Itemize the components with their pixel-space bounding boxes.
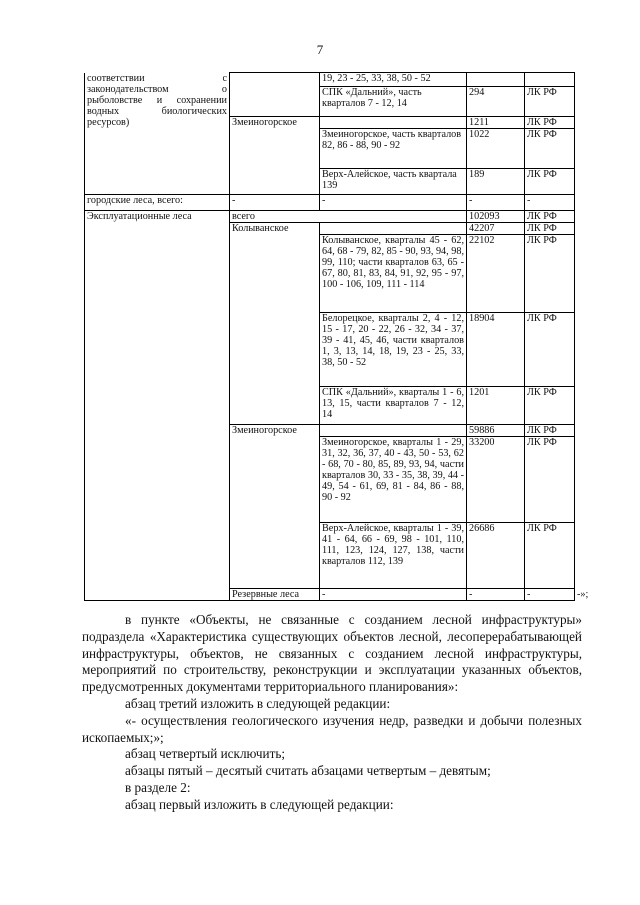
table-cell-forest: СПК «Дальний», кварталы 1 - 6, 13, 15, части кварталов 7 - 12, 14 (320, 387, 467, 425)
table-cell-owner: ЛК РФ (525, 211, 575, 223)
table-cell-forest: Змеиногорское, кварталы 1 - 29, 31, 32, 36, 37, 40 - 43, 50 - 53, 62 - 68, 70 - 80, 85, 89, 93, 94, части кварталов 30, 33 - 35, 38, 39, 44 - 49, 54 - 61, 69, 81 - 84, 86 - 88, 90 - 92 (320, 437, 467, 523)
table-cell-owner: ЛК РФ (525, 235, 575, 313)
table-cell-forest: Верх-Алейское, часть квартала 139 (320, 169, 467, 195)
table-cell-owner: ЛК РФ (525, 425, 575, 437)
table-cell-district: - (230, 195, 320, 211)
table-cell-area: 102093 (467, 211, 525, 223)
table-row (85, 195, 575, 211)
table-cell-category: городские леса, всего: (85, 195, 230, 211)
table-cell-owner: ЛК РФ (525, 223, 575, 235)
table-cell-owner: ЛК РФ (525, 169, 575, 195)
table-cell-category: Эксплуатационные леса (85, 211, 230, 601)
table-cell-area: 18904 (467, 313, 525, 387)
table-row (85, 73, 575, 87)
paragraph: абзац первый изложить в следующей редакции: (125, 796, 394, 812)
paragraph: в пункте «Объекты, не связанные с созданием лесной инфраструктуры» подраздела «Характеристика существующих объектов лесной, лесоперерабатывающей инфраструктуры, объектов, не связанных с созданием лесной инфраструктуры, мероприятий по строительству, реконструкции и эксплуатации указанных объектов, предусмотренных документами территориального планирования»: (82, 612, 582, 695)
table-cell-owner: ЛК РФ (525, 437, 575, 523)
table-cell-area: 22102 (467, 235, 525, 313)
table-cell-area: - (525, 589, 575, 601)
table-cell-district: Колыванское (230, 223, 320, 425)
document-body (82, 612, 582, 814)
table-row: Резервные леса - - - -»; (85, 589, 575, 601)
table-cell-forest (320, 223, 467, 235)
table-cell-area: 1201 (467, 387, 525, 425)
table-cell-owner: - (525, 195, 575, 211)
paragraph: абзац четвертый исключить; (125, 746, 286, 762)
table-cell-area: 59886 (467, 425, 525, 437)
table-cell-district: Змеиногорское (230, 425, 320, 589)
table-cell-forest: 19, 23 - 25, 33, 38, 50 - 52 (320, 73, 467, 87)
table-row (85, 211, 575, 223)
table-cell-area: 1022 (467, 129, 525, 169)
table-cell-district (230, 73, 320, 117)
table-cell-owner: ЛК РФ (525, 387, 575, 425)
table-cell-owner: ЛК РФ (525, 523, 575, 589)
paragraph: абзац третий изложить в следующей редакции: (125, 695, 391, 711)
table-cell-owner (525, 73, 575, 87)
table-cell-district: всего (230, 211, 467, 223)
table-cell-area: 1211 (467, 117, 525, 129)
table-cell-forest: - (320, 195, 467, 211)
table-cell-area: 189 (467, 169, 525, 195)
table-cell-area: 42207 (467, 223, 525, 235)
page-number: 7 (316, 42, 324, 57)
table-cell-forest: Верх-Алейское, кварталы 1 - 39, 41 - 64, 66 - 69, 98 - 101, 110, 111, 123, 124, 127, 138, части кварталов 112, 139 (320, 523, 467, 589)
forest-table (84, 72, 589, 601)
table-cell-area: - (467, 195, 525, 211)
table-cell-forest: Колыванское, кварталы 45 - 62, 64, 68 - 79, 82, 85 - 90, 93, 94, 98, 99, 110; части кварталов 63, 65 - 67, 80, 81, 83, 84, 91, 92, 95 - 97, 100 - 106, 109, 111 - 114 (320, 235, 467, 313)
paragraph: в разделе 2: (125, 779, 191, 795)
table-cell-district: - (320, 589, 467, 601)
table-cell-owner: ЛК РФ (525, 129, 575, 169)
table-cell-district: Змеиногорское (230, 117, 320, 195)
table-cell-forest: СПК «Дальний», часть кварталов 7 - 12, 14 (320, 87, 467, 117)
table-cell-category: соответствии с законодательством о рыболовстве и сохранении водных биологических ресурсов) (85, 73, 230, 195)
table-cell-forest: Змеиногорское, часть кварталов 82, 86 - 88, 90 - 92 (320, 129, 467, 169)
table-cell-owner: ЛК РФ (525, 313, 575, 387)
table-cell-category: Резервные леса (230, 589, 320, 601)
table-cell-owner: ЛК РФ (525, 117, 575, 129)
table-cell-forest (320, 425, 467, 437)
table-cell-area: 294 (467, 87, 525, 117)
table-cell-area: 33200 (467, 437, 525, 523)
paragraph: абзацы пятый – десятый считать абзацами четвертым – девятым; (125, 763, 491, 779)
table-cell-area: 26686 (467, 523, 525, 589)
table-cell-area (467, 73, 525, 87)
paragraph: «- осуществления геологического изучения недр, разведки и добычи полезных ископаемых;»; (82, 712, 582, 745)
table-cell-forest: Белорецкое, кварталы 2, 4 - 12, 15 - 17, 20 - 22, 26 - 32, 34 - 37, 39 - 41, 45, 46, части кварталов 1, 3, 13, 14, 18, 19, 23 - 25, 33, 38, 50 - 52 (320, 313, 467, 387)
table-cell-forest: - (467, 589, 525, 601)
table-cell-forest (320, 117, 467, 129)
table-cell-owner: ЛК РФ (525, 87, 575, 117)
